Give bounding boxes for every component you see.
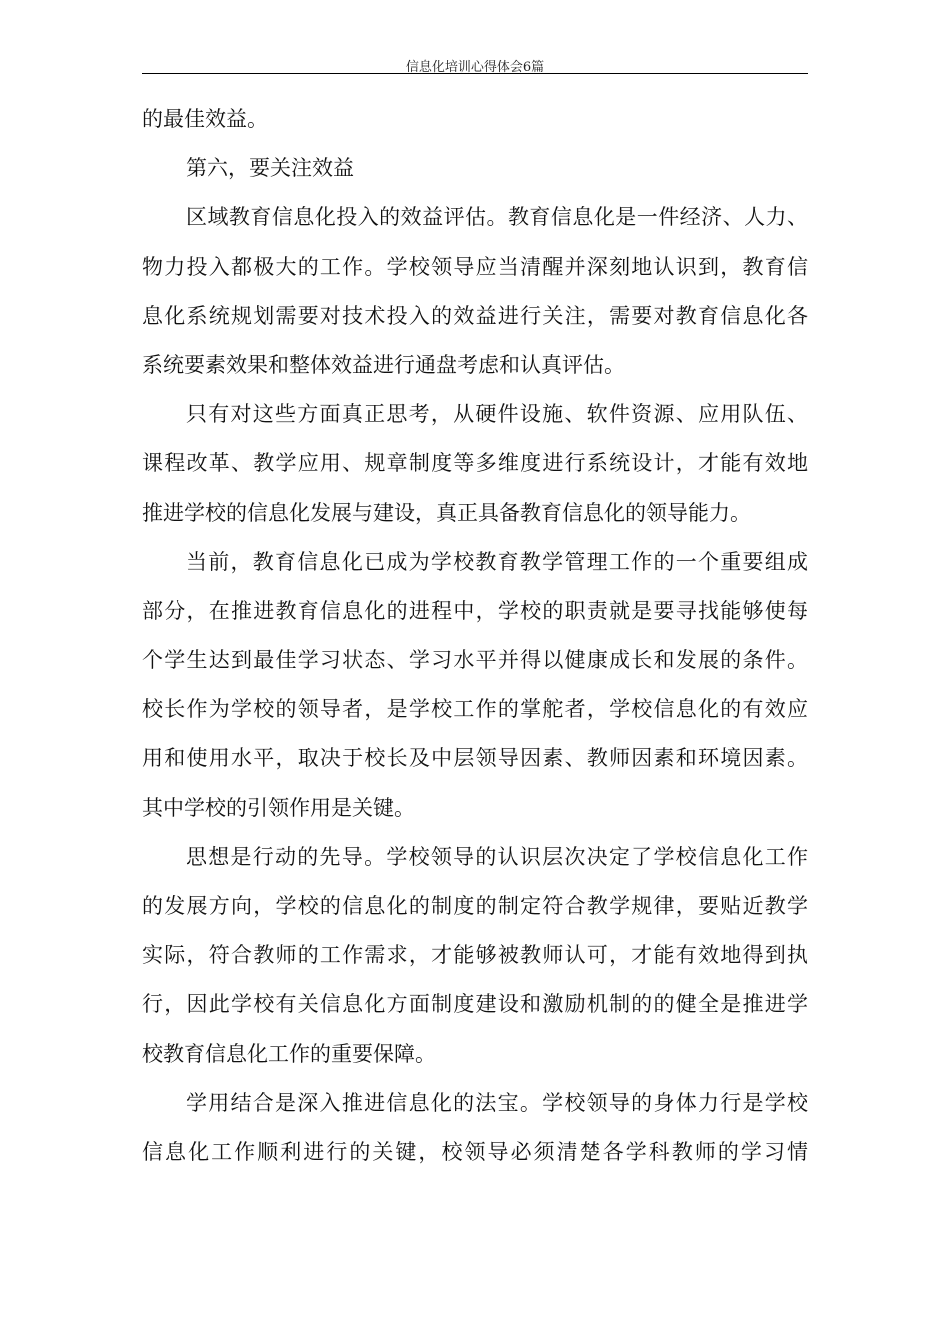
text-line: 部分，在推进教育信息化的进程中，学校的职责就是要寻找能够使每	[142, 598, 808, 623]
text-line: 当前，教育信息化已成为学校教育教学管理工作的一个重要组成	[186, 549, 808, 574]
text-line: 个学生达到最佳学习状态、学习水平并得以健康成长和发展的条件。	[142, 648, 808, 673]
text-line: 息化系统规划需要对技术投入的效益进行关注，需要对教育信息化各	[142, 303, 808, 328]
text-line: 用和使用水平，取决于校长及中层领导因素、教师因素和环境因素。	[142, 746, 808, 771]
text-line: 系统要素效果和整体效益进行通盘考虑和认真评估。	[142, 352, 625, 377]
text-line: 物力投入都极大的工作。学校领导应当清醒并深刻地认识到，教育信	[142, 254, 808, 279]
text-line: 其中学校的引领作用是关键。	[142, 795, 415, 820]
text-line: 行，因此学校有关信息化方面制度建设和激励机制的的健全是推进学	[142, 992, 808, 1017]
document-body	[142, 100, 808, 1182]
page-header-title: 信息化培训心得体会6篇	[405, 60, 545, 75]
text-line: 实际，符合教师的工作需求，才能够被教师认可，才能有效地得到执	[142, 943, 808, 968]
text-line: 信息化工作顺利进行的关键，校领导必须清楚各学科教师的学习情	[142, 1139, 808, 1164]
text-line: 课程改革、教学应用、规章制度等多维度进行系统设计，才能有效地	[142, 451, 808, 476]
text-line: 的最佳效益。	[142, 107, 268, 131]
text-line: 推进学校的信息化发展与建设，真正具备教育信息化的领导能力。	[142, 500, 751, 525]
page-header	[142, 56, 808, 74]
text-line: 学用结合是深入推进信息化的法宝。学校领导的身体力行是学校	[186, 1090, 808, 1115]
text-line: 的发展方向，学校的信息化的制度的制定符合教学规律，要贴近教学	[142, 894, 808, 918]
text-line: 只有对这些方面真正思考，从硬件设施、软件资源、应用队伍、	[186, 402, 808, 427]
text-line: 区域教育信息化投入的效益评估。教育信息化是一件经济、人力、	[186, 205, 808, 230]
text-line: 思想是行动的先导。学校领导的认识层次决定了学校信息化工作	[186, 844, 808, 869]
text-line: 校长作为学校的领导者，是学校工作的掌舵者，学校信息化的有效应	[142, 697, 808, 722]
text-line: 校教育信息化工作的重要保障。	[142, 1041, 436, 1066]
text-line: 第六，要关注效益	[186, 156, 354, 181]
